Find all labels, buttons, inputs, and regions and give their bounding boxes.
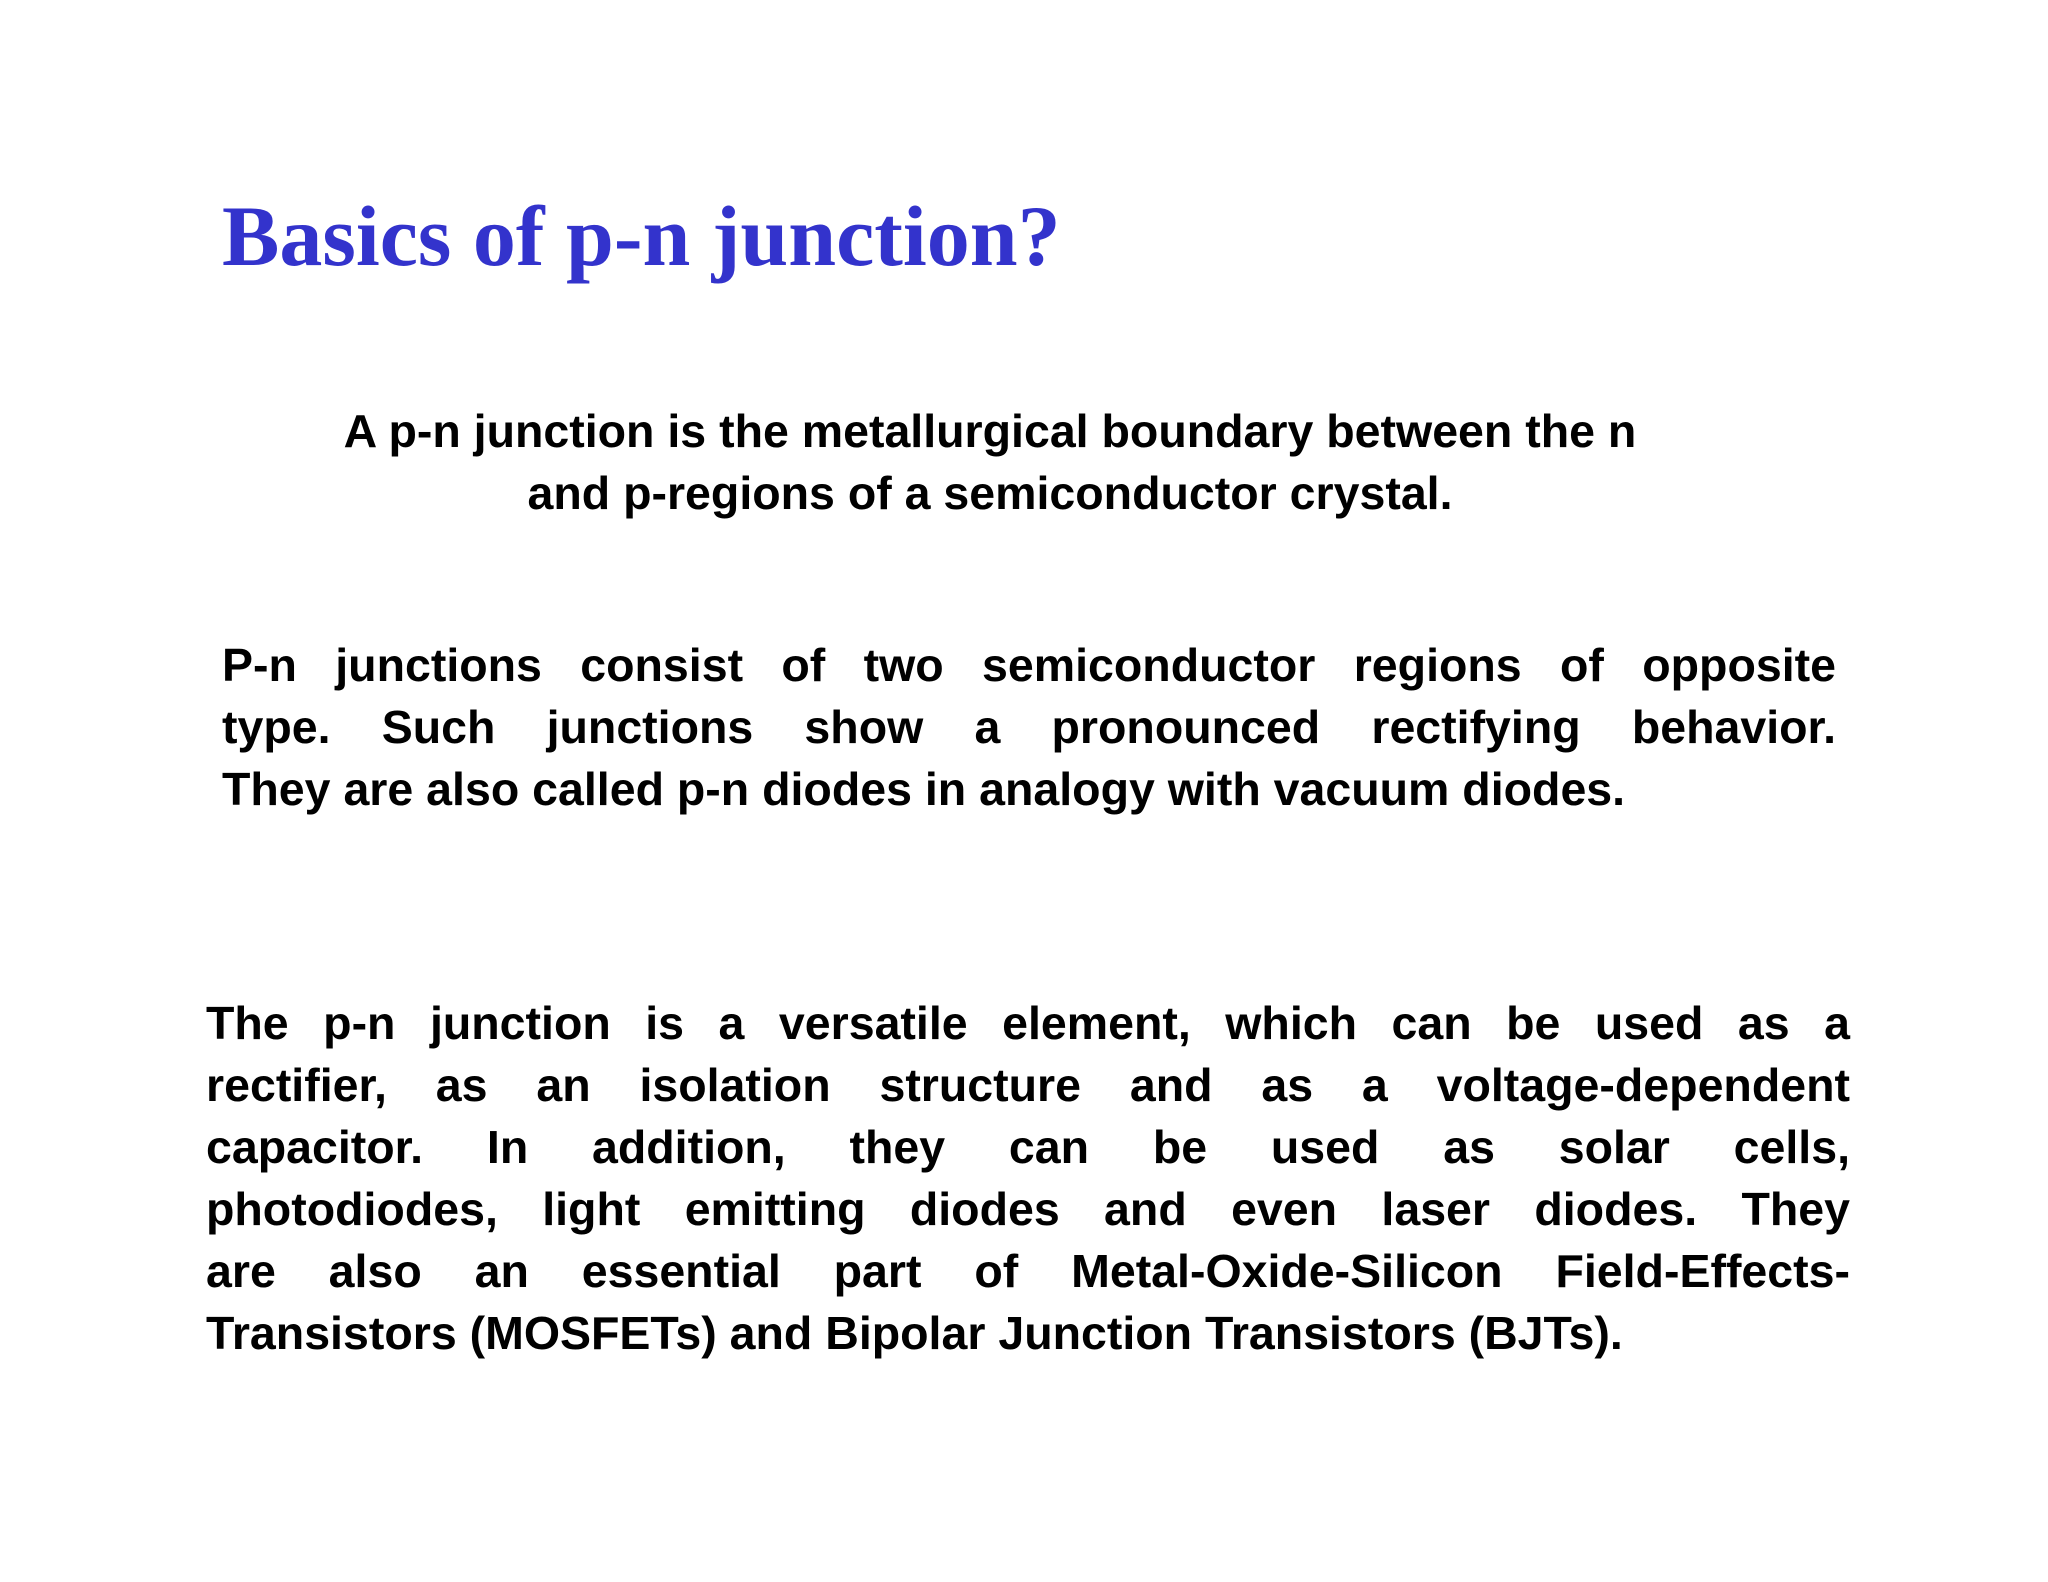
paragraph-line: A p-n junction is the metallurgical boundary between the n [343, 405, 1637, 457]
paragraph-line: P-n junctions consist of two semiconductor regions of opposite [222, 639, 1836, 691]
applications-paragraph [206, 992, 1850, 1364]
paragraph-line: They are also called p-n diodes in analogy with vacuum diodes. [222, 763, 1626, 815]
paragraph-line: rectifier, as an isolation structure and as a voltage-dependent [206, 1059, 1850, 1111]
paragraph-line: Transistors (MOSFETs) and Bipolar Junction Transistors (BJTs). [206, 1307, 1623, 1359]
slide-title: Basics of p-n junction? [222, 188, 1061, 284]
paragraph-line: capacitor. In addition, they can be used as solar cells, [206, 1121, 1850, 1173]
paragraph-line: The p-n junction is a versatile element, which can be used as a [206, 997, 1850, 1049]
paragraph-line: type. Such junctions show a pronounced rectifying behavior. [222, 701, 1836, 753]
paragraph-line: are also an essential part of Metal-Oxide-Silicon Field-Effects- [206, 1245, 1850, 1297]
definition-paragraph [260, 400, 1720, 524]
paragraph-line: and p-regions of a semiconductor crystal. [527, 467, 1453, 519]
paragraph-line: photodiodes, light emitting diodes and even laser diodes. They [206, 1183, 1850, 1235]
description-paragraph [222, 634, 1836, 820]
